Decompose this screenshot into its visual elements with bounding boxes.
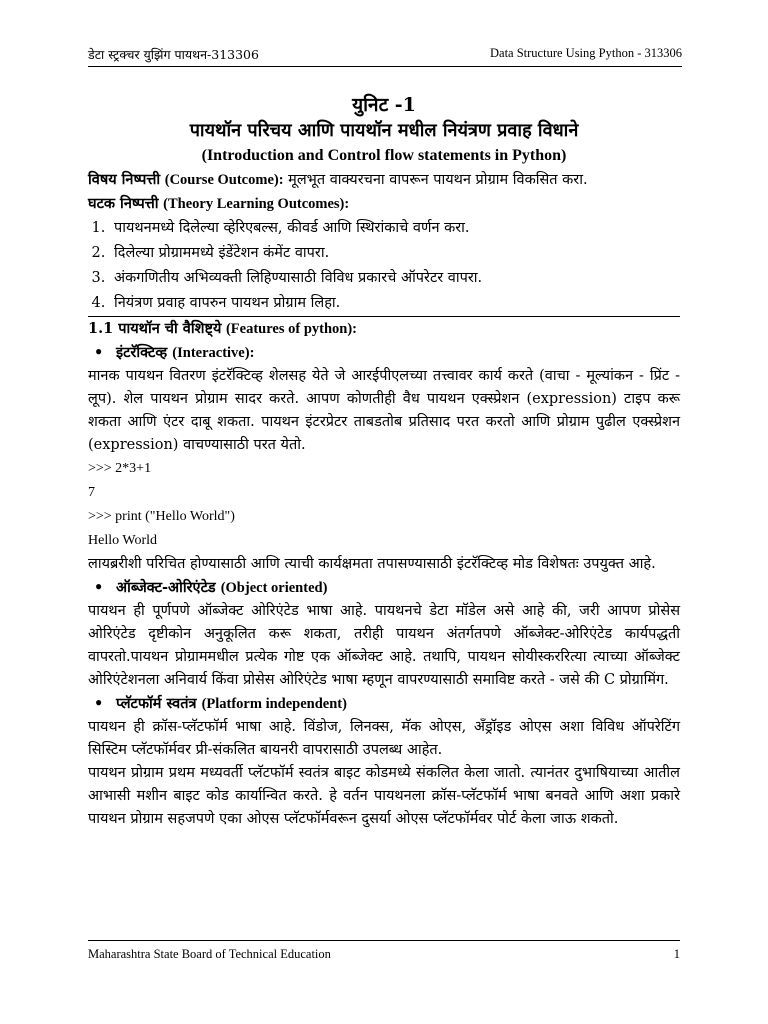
- list-item: 2. दिलेल्या प्रोग्राममध्ये इंडेंटेशन कंमेंट वापरा.: [110, 241, 680, 266]
- page-footer: [88, 940, 680, 961]
- feature-heading-interactive: [88, 341, 680, 365]
- learning-outcomes-label-en: (Theory Learning Outcomes):: [163, 196, 350, 212]
- page-header: [88, 46, 682, 67]
- section-heading: [88, 317, 680, 341]
- object-oriented-paragraph: पायथन ही पूर्णपणे ऑब्जेक्ट ओरिएंटेड भाषा आहे. पायथनचे डेटा मॉडेल असे आहे की, जरी आपण प्रोसेस ओरिएंटेड दृष्टीकोन अनुकूलित करू शकता, तरीही पायथन अंतर्गतपणे ऑब्जेक्ट-ओरिएंटेड कार्यपद्धती वापरतो.पायथन प्रोग्राममधील प्रत्येक गोष्ट एक ऑब्जेक्ट आहे. तथापि, पायथन सोयीस्कररित्या त्याच्या ऑब्जेक्ट ओरिएंटेशनला अनिवार्य किंवा प्रोसेस ओरिएंटेड भाषा म्हणून वापरण्यासाठी समाविष्ट करते - जसे की C प्रोग्रामिंग.: [88, 603, 680, 688]
- feature-label: ऑब्जेक्ट-ओरिएंटेड: [116, 579, 216, 596]
- bullet-icon: •: [94, 344, 104, 361]
- platform-paragraph-2: पायथन प्रोग्राम प्रथम मध्यवर्ती प्लॅटफॉर्म स्वतंत्र बाइट कोडमध्ये संकलित केला जातो. त्यानंतर दुभाषियाच्या आतील आभासी मशीन बाइट कोड कार्यान्वित करते. हे वर्तन पायथनला क्रॉस-प्लॅटफॉर्म भाषा बनवते आणि अशा प्रकारे पायथन प्रोग्राम सहजपणे एका ओएस प्लॅटफॉर्मवरून दुसर्या ओएस प्लॅटफॉर्मवर पोर्ट केला जाऊ शकतो.: [88, 765, 680, 827]
- feature-label-en: (Interactive):: [172, 345, 255, 361]
- header-left: डेटा स्ट्रक्चर युझिंग पायथन-313306: [88, 47, 259, 62]
- code-line: Hello World: [88, 533, 157, 548]
- feature-heading-platform: [88, 692, 680, 716]
- code-line: >>> 2*3+1: [88, 461, 152, 476]
- learning-outcomes-list: [88, 216, 680, 316]
- feature-heading-object-oriented: [88, 576, 680, 600]
- course-outcome-label: विषय निष्पत्ती: [88, 171, 161, 188]
- course-outcome: [88, 168, 680, 192]
- footer-institution: Maharashtra State Board of Technical Education: [88, 947, 331, 961]
- feature-label-en: (Platform independent): [201, 696, 347, 712]
- chapter-title-english: (Introduction and Control flow statements in Python): [201, 147, 567, 164]
- list-item: 4. नियंत्रण प्रवाह वापरुन पायथन प्रोग्राम लिहा.: [110, 291, 680, 316]
- list-item: 3. अंकगणितीय अभिव्यक्ती लिहिण्यासाठी विविध प्रकारचे ऑपरेटर वापरा.: [110, 266, 680, 291]
- interactive-paragraph: मानक पायथन वितरण इंटरॅक्टिव्ह शेलसह येते जे आरईपीएलच्या तत्त्वावर कार्य करते (वाचा - मूल्यांकन - प्रिंट - लूप). शेल पायथन प्रोग्राम सादर करते. आपण कोणतीही वैध पायथन एक्स्प्रेशन (expression) टाइप करू शकता आणि एंटर दाबू शकता. पायथन इंटरप्रेटर ताबडतोब प्रतिसाद परत करतो आणि प्रोग्राम पुढील एक्स्प्रेशन (expression) वाचण्यासाठी परत येतो.: [88, 368, 680, 453]
- learning-outcomes-heading: [88, 192, 680, 216]
- bullet-icon: •: [94, 579, 104, 596]
- platform-paragraph: पायथन ही क्रॉस-प्लॅटफॉर्म भाषा आहे. विंडोज, लिनक्स, मॅक ओएस, अँड्रॉइड ओएस अशा विविध ऑपरेटिंग सिस्टिम प्लॅटफॉर्मवर प्री-संकलित बायनरी वापरासाठी उपलब्ध आहेत.: [88, 719, 680, 758]
- code-line: 7: [88, 485, 95, 500]
- list-item: 1. पायथनमध्ये दिलेल्या व्हेरिएबल्स, कीवर्ड आणि स्थिरांकाचे वर्णन करा.: [110, 216, 680, 241]
- course-outcome-label-en: (Course Outcome):: [164, 172, 284, 188]
- learning-outcomes-label: घटक निष्पत्ती: [88, 195, 159, 212]
- page-number: 1: [673, 947, 680, 961]
- feature-label: इंटरॅक्टिव्ह: [116, 344, 168, 361]
- section-heading-text: 1.1 पायथॉन ची वैशिष्ट्ये: [88, 320, 222, 337]
- feature-label: प्लॅटफॉर्म स्वतंत्र: [116, 695, 197, 712]
- interactive-paragraph-2: लायब्ररीशी परिचित होण्यासाठी आणि त्याची कार्यक्षमता तपासण्यासाठी इंटरॅक्टिव्ह मोड विशेषतः उपयुक्त आहे.: [88, 556, 656, 572]
- section-heading-en: (Features of python):: [225, 321, 357, 337]
- chapter-title-marathi: पायथॉन परिचय आणि पायथॉन मधील नियंत्रण प्रवाह विधाने: [189, 120, 579, 141]
- header-right: Data Structure Using Python - 313306: [490, 46, 682, 60]
- feature-label-en: (Object oriented): [220, 580, 328, 596]
- unit-label: युनिट -1: [352, 94, 416, 116]
- page-content: [88, 92, 680, 831]
- code-line: >>> print ("Hello World"): [88, 509, 235, 524]
- course-outcome-text: मूलभूत वाक्यरचना वापरून पायथन प्रोग्राम विकसित करा.: [288, 172, 588, 188]
- bullet-icon: •: [94, 695, 104, 712]
